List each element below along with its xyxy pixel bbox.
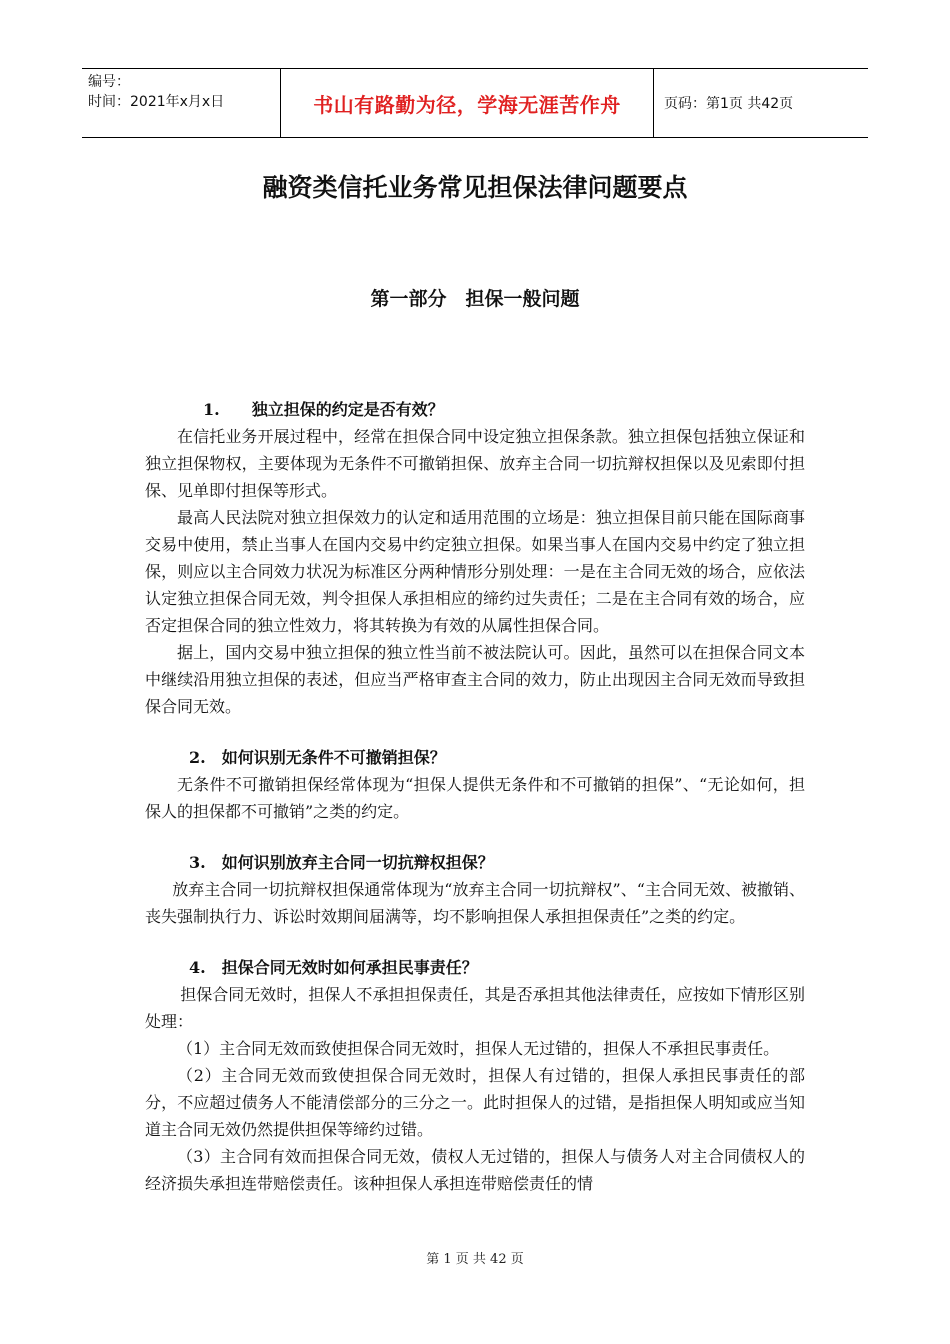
question-4-paragraph-2: （1）主合同无效而致使担保合同无效时，担保人无过错的，担保人不承担民事责任。 (177, 1039, 780, 1058)
question-1-paragraph-3: 据上，国内交易中独立担保的独立性当前不被法院认可。因此，虽然可以在担保合同文本中继续沿用独立担保的表述，但应当严格审查主合同的效力，防止出现因主合同无效而导致担保合同无效。 (145, 643, 805, 716)
header-meta (82, 69, 280, 137)
page-header (82, 68, 868, 138)
header-motto: 书山有路勤为径，学海无涯苦作舟 (280, 69, 654, 137)
question-1-heading: 1. 独立担保的约定是否有效？ (203, 400, 444, 419)
question-4-heading: 4. 担保合同无效时如何承担民事责任？ (189, 958, 478, 977)
question-2-paragraph-1: 无条件不可撤销担保经常体现为“担保人提供无条件和不可撤销的担保”、“无论如何，担保人的担保都不可撤销”之类的约定。 (145, 775, 805, 821)
document-title: 融资类信托业务常见担保法律问题要点 (262, 173, 688, 202)
question-1-paragraph-2: 最高人民法院对独立担保效力的认定和适用范围的立场是：独立担保目前只能在国际商事交易中使用，禁止当事人在国内交易中约定独立担保。如果当事人在国内交易中约定了独立担保，则应以主合同效力状况为标准区分两种情形分别处理：一是在主合同无效的场合，应依法认定独立担保合同无效，判令担保人承担相应的缔约过失责任；二是在主合同有效的场合，应否定担保合同的独立性效力，将其转换为有效的从属性担保合同。 (145, 508, 805, 635)
question-3-heading: 3. 如何识别放弃主合同一切抗辩权担保？ (189, 853, 494, 872)
question-1-paragraph-1: 在信托业务开展过程中，经常在担保合同中设定独立担保条款。独立担保包括独立保证和独立担保物权，主要体现为无条件不可撤销担保、放弃主合同一切抗辩权担保以及见索即付担保、见单即付担保等形式。 (145, 427, 805, 500)
question-4-paragraph-1: 担保合同无效时，担保人不承担担保责任，其是否承担其他法律责任，应按如下情形区别处理： (145, 985, 805, 1031)
question-3-paragraph-1: 放弃主合同一切抗辩权担保通常体现为“放弃主合同一切抗辩权”、“主合同无效、被撤销、丧失强制执行力、诉讼时效期间届满等，均不影响担保人承担担保责任”之类的约定。 (145, 880, 805, 926)
part-title: 第一部分 担保一般问题 (370, 288, 580, 310)
document-time-label: 时间：2021年x月x日 (88, 94, 225, 110)
page-footer: 第 1 页 共 42 页 (426, 1252, 524, 1267)
header-page-number: 页码：第1页 共42页 (664, 96, 794, 112)
document-number-label: 编号： (88, 74, 130, 90)
document-body (145, 396, 805, 1197)
question-2-heading: 2. 如何识别无条件不可撤销担保？ (189, 748, 446, 767)
question-4-paragraph-3: （2）主合同无效而致使担保合同无效时，担保人有过错的，担保人承担民事责任的部分，不应超过债务人不能清偿部分的三分之一。此时担保人的过错，是指担保人明知或应当知道主合同无效仍然提供担保等缔约过错。 (145, 1066, 805, 1139)
question-4-paragraph-4: （3）主合同有效而担保合同无效，债权人无过错的，担保人与债务人对主合同债权人的经济损失承担连带赔偿责任。该种担保人承担连带赔偿责任的情 (145, 1147, 805, 1193)
